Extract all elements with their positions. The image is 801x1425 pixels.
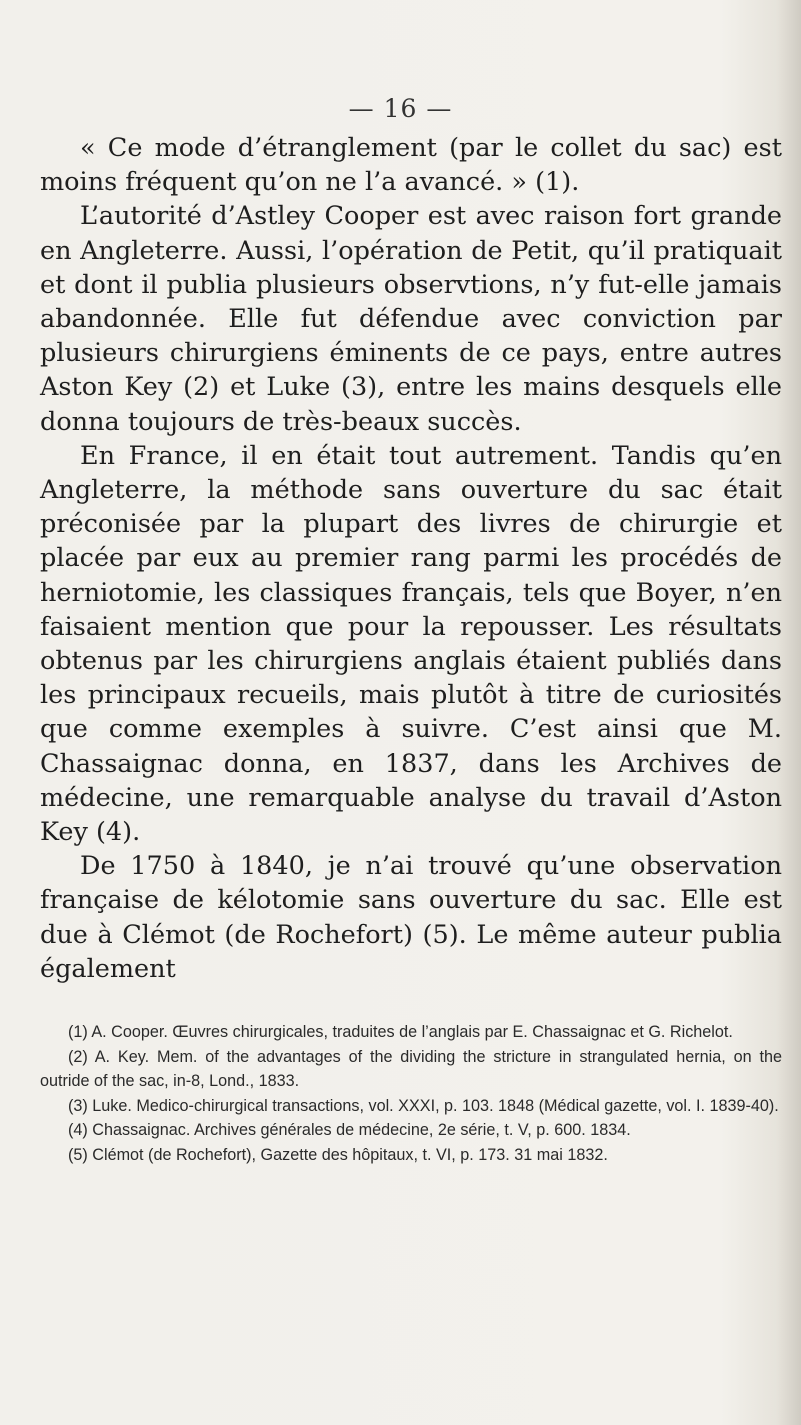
- footnote-1: (1) A. Cooper. Œuvres chirurgicales, traduites de l’anglais par E. Chassaignac et G. Richelot.: [68, 1023, 733, 1041]
- footnote-3: (3) Luke. Medico-chirurgical transactions, vol. XXXI, p. 103. 1848 (Médical gazette, vol. I. 1839-40).: [68, 1096, 779, 1115]
- paragraph-quote: « Ce mode d’étranglement (par le collet du sac) est moins fréquent qu’on ne l’a avancé. » (1).: [40, 133, 782, 198]
- footnotes: [40, 1020, 782, 1168]
- footnote-4: (4) Chassaignac. Archives générales de médecine, 2e série, t. V, p. 600. 1834.: [68, 1121, 631, 1140]
- paragraph-astley-cooper: L’autorité d’Astley Cooper est avec raison fort grande en Angleterre. Aussi, l’opération de Petit, qu’il pratiquait et dont il publia plusieurs observtions, n’y fut-elle jamais abandonnée. Elle fut défendue avec conviction par plusieurs chirurgiens éminents de ce pays, entre autres Aston Key (2) et Luke (3), entre les mains desquels elle donna toujours de très-beaux succès.: [40, 201, 782, 437]
- page-number: — 16 —: [348, 94, 453, 123]
- footnote-2: (2) A. Key. Mem. of the advantages of the dividing the stricture in strangulated hernia, on the outride of the sac, in-8, Lond., 1833.: [40, 1047, 782, 1091]
- paragraph-france: En France, il en était tout autrement. Tandis qu’en Angleterre, la méthode sans ouverture du sac était préconisée par la plupart des livres de chirurgie et placée par eux au premier rang parmi les procédés de herniotomie, les classiques français, tels que Boyer, n’en faisaient mention que pour la repousser. Les résultats obtenus par les chirurgiens anglais étaient publiés dans les principaux recueils, mais plutôt à titre de curiosités que comme exemples à suivre. C’est ainsi que M. Chassaignac donna, en 1837, dans les Archives de médecine, une remarquable analyse du travail d’Aston Key (4).: [40, 440, 782, 848]
- paragraph-clemot: De 1750 à 1840, je n’ai trouvé qu’une observation française de kélotomie sans ouverture du sac. Elle est due à Clémot (de Rochefort) (5). Le même auteur publia également: [40, 851, 782, 984]
- footnote-5: (5) Clémot (de Rochefort), Gazette des hôpitaux, t. VI, p. 173. 31 mai 1832.: [68, 1145, 608, 1164]
- body-text: [40, 131, 782, 986]
